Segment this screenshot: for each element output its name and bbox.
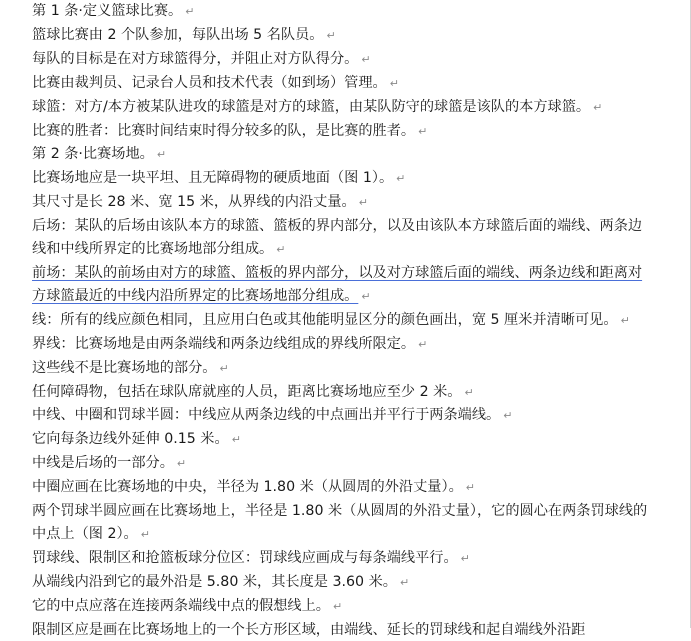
paragraph-text: 限制区应是画在比赛场地上的一个长方形区域，由端线、延长的罚球线和起自端线外沿距 xyxy=(32,621,586,638)
paragraph xyxy=(32,333,654,357)
paragraph-text: 其尺寸是长 28 米、宽 15 米，从界线的内沿丈量。 xyxy=(32,194,356,211)
paragraph-text: 中线是后场的一部分。 xyxy=(32,455,174,472)
paragraph xyxy=(32,262,654,309)
paragraph-mark-icon: ↵ xyxy=(464,385,474,399)
paragraph-mark-icon: ↵ xyxy=(399,575,410,589)
paragraph-mark-icon: ↵ xyxy=(176,457,187,471)
paragraph-text: 中线、中圈和罚球半圆：中线应从两条边线的中点画出并平行于两条端线。 xyxy=(32,407,501,424)
paragraph xyxy=(32,357,654,381)
paragraph-text: 任何障碍物，包括在球队席就座的人员，距离比赛场地应至少 2 米。 xyxy=(32,383,462,400)
paragraph xyxy=(32,72,654,96)
paragraph-text: 从端线内沿到它的最外沿是 5.80 米，其长度是 3.60 米。 xyxy=(32,573,397,590)
paragraph xyxy=(32,191,654,215)
paragraph-mark-icon: ↵ xyxy=(276,243,286,257)
paragraph-mark-icon: ↵ xyxy=(503,409,513,423)
paragraph xyxy=(32,595,654,619)
paragraph-mark-icon: ↵ xyxy=(460,551,470,565)
paragraph-mark-icon: ↵ xyxy=(418,337,428,351)
paragraph-text: 后场：某队的后场由该队本方的球篮、篮板的界内部分，以及由该队本方球篮后面的端线、两条边线和中线所界定的比赛场地部分组成。 xyxy=(32,218,643,258)
paragraph-mark-icon: ↵ xyxy=(156,148,167,162)
paragraph-mark-icon: ↵ xyxy=(358,196,368,210)
paragraph xyxy=(32,619,654,641)
paragraph xyxy=(32,476,654,500)
paragraph-text: 比赛的胜者：比赛时间结束时得分较多的队，是比赛的胜者。 xyxy=(32,122,416,139)
paragraph-mark-icon: ↵ xyxy=(219,361,229,375)
document-body[interactable] xyxy=(32,0,654,641)
paragraph-text: 球篮：对方/本方被某队进攻的球篮是对方的球篮，由某队防守的球篮是该队的本方球篮。 xyxy=(32,98,591,115)
paragraph-mark-icon: ↵ xyxy=(389,76,399,90)
paragraph-text: 中圈应画在比赛场地的中央，半径为 1.80 米（从圆周的外沿丈量）。 xyxy=(32,479,463,496)
paragraph xyxy=(32,452,654,476)
paragraph-text: 罚球线、限制区和抢篮板球分位区：罚球线应画成与每条端线平行。 xyxy=(32,549,458,566)
paragraph-text: 它向每条边线外延伸 0.15 米。 xyxy=(32,431,229,448)
paragraph xyxy=(32,381,654,405)
paragraph-text: 线：所有的线应颜色相同，且应用白色或其他能明显区分的颜色画出，宽 5 厘米并清晰可见。 xyxy=(32,311,618,328)
paragraph-text: 每队的目标是在对方球篮得分，并阻止对方队得分。 xyxy=(32,50,359,67)
paragraph-mark-icon: ↵ xyxy=(361,52,371,66)
paragraph xyxy=(32,428,654,452)
paragraph xyxy=(32,120,654,144)
paragraph xyxy=(32,24,654,48)
paragraph xyxy=(32,500,654,547)
paragraph xyxy=(32,96,654,120)
paragraph-mark-icon: ↵ xyxy=(332,599,343,613)
heading-text: 第 2 条·比赛场地。 xyxy=(32,146,154,163)
heading-text: 第 1 条·定义篮球比赛。 xyxy=(32,3,183,19)
paragraph-mark-icon: ↵ xyxy=(140,527,150,541)
paragraph-text: 比赛场地应是一块平坦、且无障碍物的硬质地面（图 1）。 xyxy=(32,170,394,187)
paragraph xyxy=(32,547,654,571)
paragraph xyxy=(32,215,654,262)
paragraph-mark-icon: ↵ xyxy=(361,289,371,303)
paragraph-text: 比赛由裁判员、记录台人员和技术代表（如到场）管理。 xyxy=(32,74,387,91)
paragraph-mark-icon: ↵ xyxy=(231,433,241,447)
paragraph-mark-icon: ↵ xyxy=(185,5,195,18)
paragraph-mark-icon: ↵ xyxy=(396,172,406,186)
paragraph xyxy=(32,309,654,333)
paragraph-text: 两个罚球半圆应画在比赛场地上，半径是 1.80 米（从圆周的外沿丈量），它的圆心在两条罚球线的中点上（图 2）。 xyxy=(32,503,648,542)
paragraph-text: 篮球比赛由 2 个队参加，每队出场 5 名队员。 xyxy=(32,26,324,43)
paragraph-text: 这些线不是比赛场地的部分。 xyxy=(32,359,217,376)
paragraph-mark-icon: ↵ xyxy=(593,100,603,114)
paragraph-mark-icon: ↵ xyxy=(620,313,630,327)
paragraph-mark-icon: ↵ xyxy=(326,28,336,42)
paragraph-text: 前场：某队的前场由对方的球篮、篮板的界内部分，以及对方球篮后面的端线、两条边线和距离对方球篮最近的中线内沿所界定的比赛场地部分组成。 xyxy=(32,264,643,304)
heading-article-2 xyxy=(32,143,654,167)
paragraph-text: 界线：比赛场地是由两条端线和两条边线组成的界线所限定。 xyxy=(32,335,416,352)
heading-article-1 xyxy=(32,0,654,24)
paragraph xyxy=(32,404,654,428)
paragraph xyxy=(32,167,654,191)
paragraph-text: 它的中点应落在连接两条端线中点的假想线上。 xyxy=(32,597,330,614)
paragraph xyxy=(32,48,654,72)
paragraph xyxy=(32,571,654,595)
paragraph-mark-icon: ↵ xyxy=(418,124,428,138)
paragraph-mark-icon: ↵ xyxy=(465,481,475,495)
